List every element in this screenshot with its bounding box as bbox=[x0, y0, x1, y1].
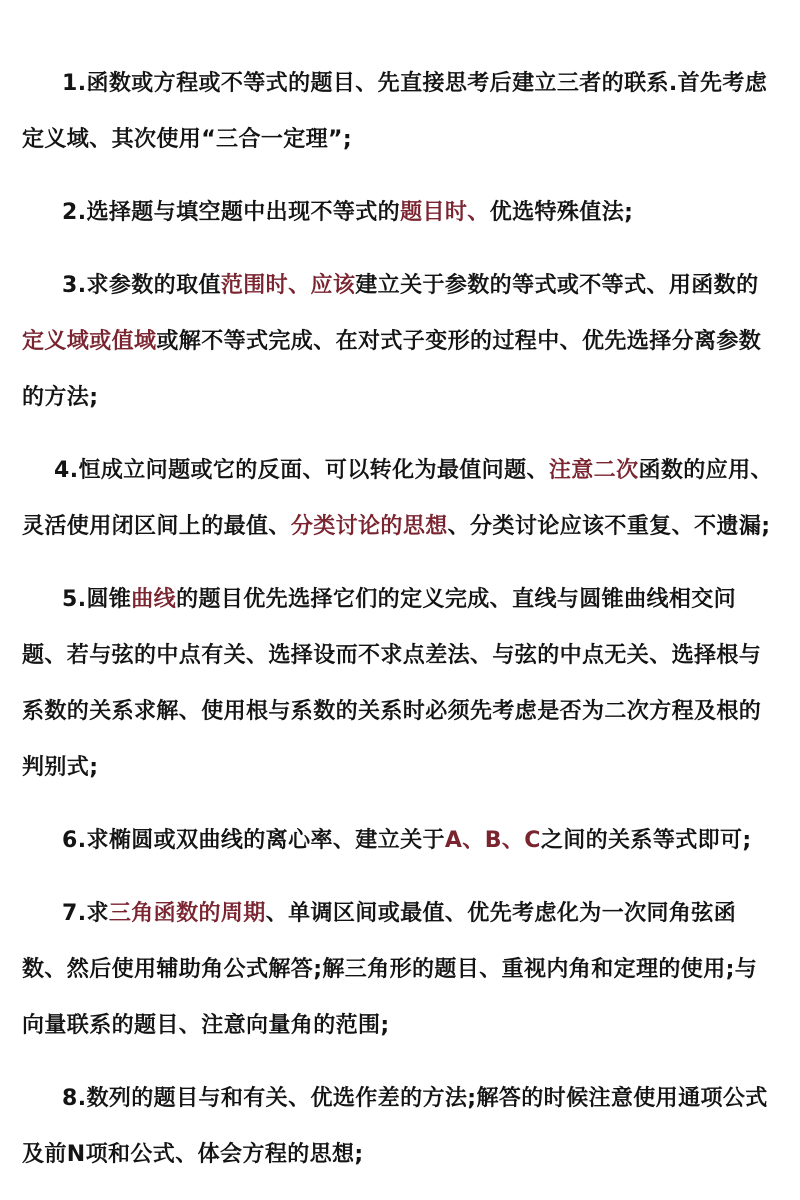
paragraph-4-segment-1: 4.恒成立问题或它的反面、可以转化为最值问题、 bbox=[54, 458, 549, 483]
paragraph-7-segment-1: 7.求 bbox=[62, 901, 109, 926]
paragraph-4 bbox=[22, 443, 774, 555]
paragraph-3-segment-5: 或解不等式完成、在对式子变形的过程中、优先选择分离参数的方法; bbox=[22, 329, 762, 410]
paragraph-5-segment-1: 5.圆锥 bbox=[62, 587, 132, 612]
paragraph-2-segment-1: 2.选择题与填空题中出现不等式的 bbox=[62, 200, 401, 225]
paragraph-6-segment-1: 6.求椭圆或双曲线的离心率、建立关于 bbox=[62, 828, 445, 853]
paragraph-2-highlight-1: 题目时、 bbox=[400, 200, 490, 225]
paragraph-5-highlight-1: 曲线 bbox=[131, 587, 177, 612]
paragraph-2 bbox=[22, 185, 774, 241]
paragraph-3-highlight-1: 范围时、应该 bbox=[220, 273, 356, 298]
paragraph-4-highlight-1: 注意二次 bbox=[548, 458, 639, 483]
paragraph-2-segment-3: 优选特殊值法; bbox=[489, 200, 634, 225]
paragraph-7 bbox=[22, 886, 774, 1054]
paragraph-3 bbox=[22, 258, 774, 426]
paragraph-5 bbox=[22, 572, 774, 796]
paragraph-4-segment-3: 函数的应用、灵活使用闭区间上的最值、 bbox=[22, 458, 773, 539]
paragraph-5-segment-3: 的题目优先选择它们的定义完成、直线与圆锥曲线相交问题、若与弦的中点有关、选择设而不求点差法、与弦的中点无关、选择根与系数的关系求解、使用根与系数的关系时必须先考虑是否为二次方程及根的判别式; bbox=[22, 587, 762, 780]
paragraph-8 bbox=[22, 1071, 774, 1183]
paragraph-6-highlight-1: A、B、C bbox=[444, 828, 541, 853]
paragraph-6 bbox=[22, 813, 774, 869]
paragraph-7-highlight-1: 三角函数的周期 bbox=[108, 901, 266, 926]
paragraph-4-highlight-2: 分类讨论的思想 bbox=[290, 514, 448, 539]
paragraph-6-segment-3: 之间的关系等式即可; bbox=[540, 828, 752, 853]
paragraph-1-segment-1: 1.函数或方程或不等式的题目、先直接思考后建立三者的联系.首先考虑定义域、其次使用“三合一定理”; bbox=[22, 71, 768, 152]
paragraph-3-segment-3: 建立关于参数的等式或不等式、用函数的 bbox=[355, 273, 759, 298]
paragraph-3-highlight-2: 定义域或值域 bbox=[22, 329, 157, 354]
paragraph-7-segment-3: 、单调区间或最值、优先考虑化为一次同角弦函数、然后使用辅助角公式解答;解三角形的题目、重视内角和定理的使用;与向量联系的题目、注意向量角的范围; bbox=[22, 901, 758, 1038]
paragraph-1 bbox=[22, 56, 774, 168]
paragraph-4-segment-5: 、分类讨论应该不重复、不遗漏; bbox=[447, 514, 771, 539]
paragraph-3-segment-1: 3.求参数的取值 bbox=[62, 273, 221, 298]
paragraph-8-segment-1: 8.数列的题目与和有关、优选作差的方法;解答的时候注意使用通项公式及前N项和公式、体会方程的思想; bbox=[22, 1086, 768, 1167]
